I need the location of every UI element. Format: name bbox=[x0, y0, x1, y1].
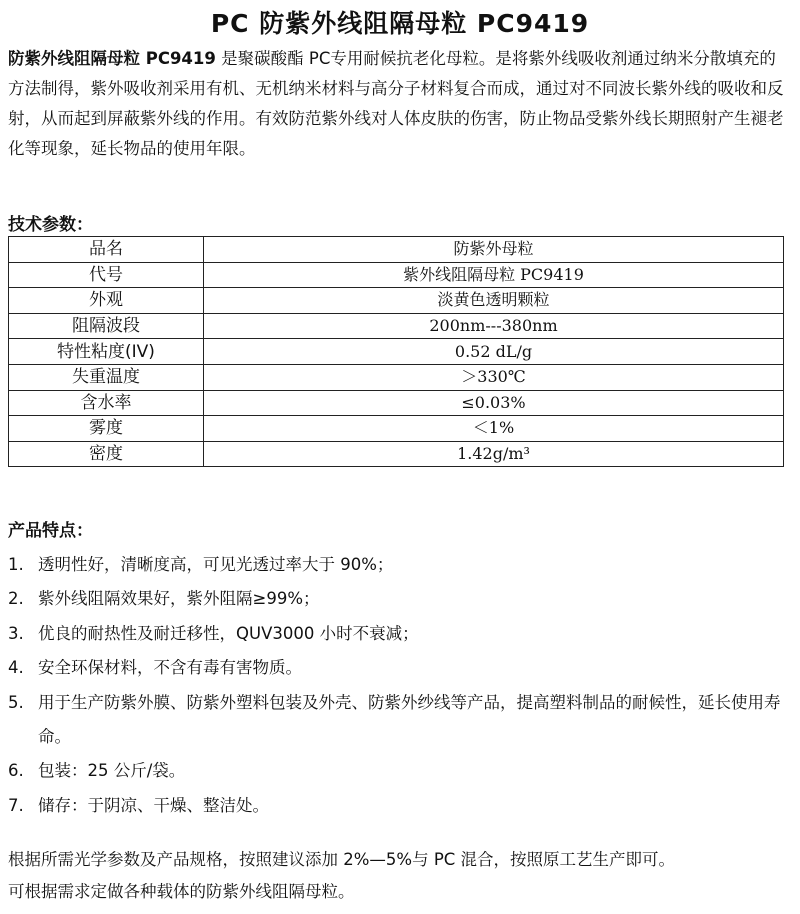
feature-text: 优良的耐热性及耐迁移性，QUV3000 小时不衰减； bbox=[38, 623, 419, 643]
spec-key: 品名 bbox=[9, 237, 204, 263]
spec-value: 200nm---380nm bbox=[204, 313, 784, 339]
feature-number: 4. bbox=[8, 658, 24, 678]
intro-text: 是聚碳酸酯 PC专用耐候抗老化母粒。是将紫外线吸收剂通过纳米分散填充的方法制得，紫外吸收剂采用有机、无机纳米材料与高分子材料复合而成，通过对不同波长紫外线的吸收和反射，从而起到屏蔽紫外线的作用。有效防范紫外线对人体皮肤的伤害，防止物品受紫外线长期照射产生褪老化等现象，延长物品的使用年限。 bbox=[8, 49, 784, 158]
feature-item bbox=[8, 548, 792, 582]
spec-key: 代号 bbox=[9, 262, 204, 288]
page-title: PC 防紫外线阻隔母粒 PC9419 bbox=[210, 9, 590, 38]
feature-text: 包装：25 公斤/袋。 bbox=[38, 761, 186, 781]
feature-text: 紫外线阻隔效果好，紫外阻隔≥99%； bbox=[38, 589, 320, 609]
spec-row bbox=[9, 364, 784, 390]
spec-row bbox=[9, 262, 784, 288]
spec-row bbox=[9, 237, 784, 263]
tech-params-heading: 技术参数： bbox=[8, 215, 93, 235]
spec-value: 紫外线阻隔母粒 PC9419 bbox=[204, 262, 784, 288]
features-list bbox=[8, 548, 792, 823]
feature-text: 储存：于阴凉、干燥、整洁处。 bbox=[38, 795, 269, 815]
feature-item bbox=[8, 754, 792, 788]
spec-value: ＜1% bbox=[204, 416, 784, 442]
feature-item bbox=[8, 789, 792, 823]
footer-notes bbox=[8, 844, 800, 908]
spec-key: 雾度 bbox=[9, 416, 204, 442]
spec-key: 密度 bbox=[9, 441, 204, 467]
feature-number: 7. bbox=[8, 795, 24, 815]
spec-key: 外观 bbox=[9, 288, 204, 314]
spec-row bbox=[9, 416, 784, 442]
feature-number: 2. bbox=[8, 589, 24, 609]
spec-row bbox=[9, 390, 784, 416]
spec-value: 1.42g/m³ bbox=[204, 441, 784, 467]
spec-table bbox=[8, 236, 784, 467]
feature-text: 用于生产防紫外膜、防紫外塑料包装及外壳、防紫外纱线等产品，提高塑料制品的耐候性，延长使用寿命。 bbox=[38, 692, 781, 747]
footer-line: 根据所需光学参数及产品规格，按照建议添加 2%—5%与 PC 混合，按照原工艺生产即可。 bbox=[8, 850, 676, 869]
feature-item bbox=[8, 617, 792, 651]
intro-paragraph bbox=[8, 44, 792, 164]
spec-key: 特性粘度(IV) bbox=[9, 339, 204, 365]
feature-item bbox=[8, 582, 792, 616]
spec-row bbox=[9, 313, 784, 339]
spec-key: 含水率 bbox=[9, 390, 204, 416]
spec-value: 0.52 dL/g bbox=[204, 339, 784, 365]
footer-line: 可根据需求定做各种载体的防紫外线阻隔母粒。 bbox=[8, 882, 355, 901]
spec-key: 失重温度 bbox=[9, 364, 204, 390]
spec-value: 淡黄色透明颗粒 bbox=[204, 288, 784, 314]
spec-row bbox=[9, 339, 784, 365]
feature-text: 透明性好，清晰度高，可见光透过率大于 90%； bbox=[38, 555, 394, 574]
feature-number: 3. bbox=[8, 623, 24, 643]
spec-row bbox=[9, 288, 784, 314]
intro-lead: 防紫外线阻隔母粒 PC9419 bbox=[8, 49, 216, 68]
feature-number: 1. bbox=[8, 555, 24, 574]
spec-row bbox=[9, 441, 784, 467]
feature-item bbox=[8, 686, 792, 755]
spec-value: 防紫外母粒 bbox=[204, 237, 784, 263]
feature-number: 5. bbox=[8, 692, 24, 712]
spec-value: ＞330℃ bbox=[204, 364, 784, 390]
features-heading: 产品特点： bbox=[8, 521, 93, 541]
feature-text: 安全环保材料，不含有毒有害物质。 bbox=[38, 658, 302, 678]
spec-value: ≤0.03% bbox=[204, 390, 784, 416]
feature-item bbox=[8, 651, 792, 685]
feature-number: 6. bbox=[8, 761, 24, 781]
spec-key: 阻隔波段 bbox=[9, 313, 204, 339]
